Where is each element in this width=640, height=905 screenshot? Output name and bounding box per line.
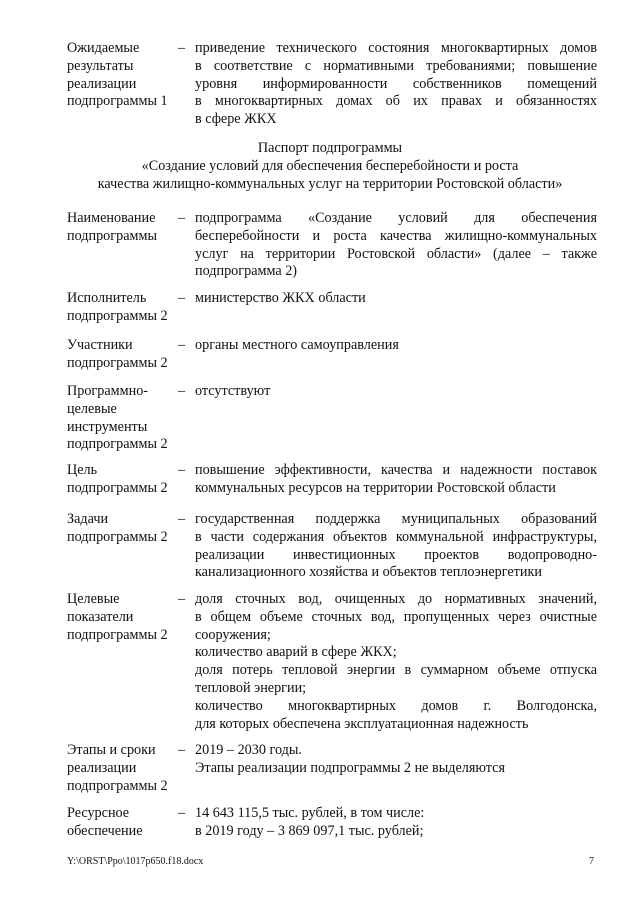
row-value: подпрограмма «Создание условий для обеспечения бесперебойности и роста качества жилищно-коммунальных услуг на территории Ростовской области» (далее – также подпрограмма 2) [195, 210, 597, 280]
passport-title: Паспорт подпрограммы [257, 140, 403, 156]
row-label: Программно- целевые инструменты подпрограммы 2 [67, 383, 168, 453]
row-dash: – [178, 337, 186, 353]
passport-subtitle-line: качества жилищно-коммунальных услуг на территории Ростовской области» [97, 175, 563, 192]
footer-page-number: 7 [589, 856, 594, 867]
passport-subtitle-line: «Создание условий для обеспечения бесперебойности и роста [141, 157, 519, 174]
row-label: Ресурсное обеспечение [67, 805, 143, 839]
passport-heading [60, 140, 600, 193]
row-value: 2019 – 2030 годы. Этапы реализации подпрограммы 2 не выделяются [195, 742, 505, 776]
row-dash: – [178, 210, 186, 226]
row-value: доля сточных вод, очищенных до нормативных значений, в общем объеме сточных вод, пропущенных через очистные сооружения; количество аварий в сфере ЖКХ; доля потерь тепловой энергии в суммарном объеме отпуска тепловой энергии; количество многоквартирных домов г. Волгодонска, для которых обеспечена эксплуатационная надежность [195, 591, 597, 732]
row-value: приведение технического состояния многоквартирных домов в соответствие с нормативными требованиями; повышение уровня информированности собственников помещений в многоквартирных домах об их правах и обязанностях в сфере ЖКХ [195, 40, 597, 128]
row-value: отсутствуют [195, 383, 271, 399]
row-label: Исполнитель подпрограммы 2 [67, 290, 168, 324]
footer-file-path: Y:\ORST\Ppo\1017p650.f18.docx [67, 856, 204, 867]
row-dash: – [178, 591, 186, 607]
row-value: 14 643 115,5 тыс. рублей, в том числе: в 2019 году – 3 869 097,1 тыс. рублей; [195, 805, 425, 839]
row-value: органы местного самоуправления [195, 337, 399, 353]
row-label: Целевые показатели подпрограммы 2 [67, 591, 168, 643]
row-label: Задачи подпрограммы 2 [67, 511, 168, 545]
row-dash: – [178, 40, 186, 56]
row-dash: – [178, 805, 186, 821]
row-value: повышение эффективности, качества и надежности поставок коммунальных ресурсов на территории Ростовской области [195, 462, 597, 496]
row-label: Цель подпрограммы 2 [67, 462, 168, 496]
row-dash: – [178, 383, 186, 399]
row-dash: – [178, 511, 186, 527]
row-dash: – [178, 462, 186, 478]
row-label: Ожидаемые результаты реализации подпрограммы 1 [67, 40, 168, 110]
row-label: Этапы и сроки реализации подпрограммы 2 [67, 742, 168, 794]
row-dash: – [178, 290, 186, 306]
row-value: государственная поддержка муниципальных образований в части содержания объектов коммунальной инфраструктуры, реализации инвестиционных проектов водопроводно- канализационного хозяйства и объектов теплоэнергетики [195, 511, 597, 581]
row-label: Участники подпрограммы 2 [67, 337, 168, 371]
row-dash: – [178, 742, 186, 758]
row-value: министерство ЖКХ области [195, 290, 366, 306]
row-label: Наименование подпрограммы [67, 210, 157, 244]
